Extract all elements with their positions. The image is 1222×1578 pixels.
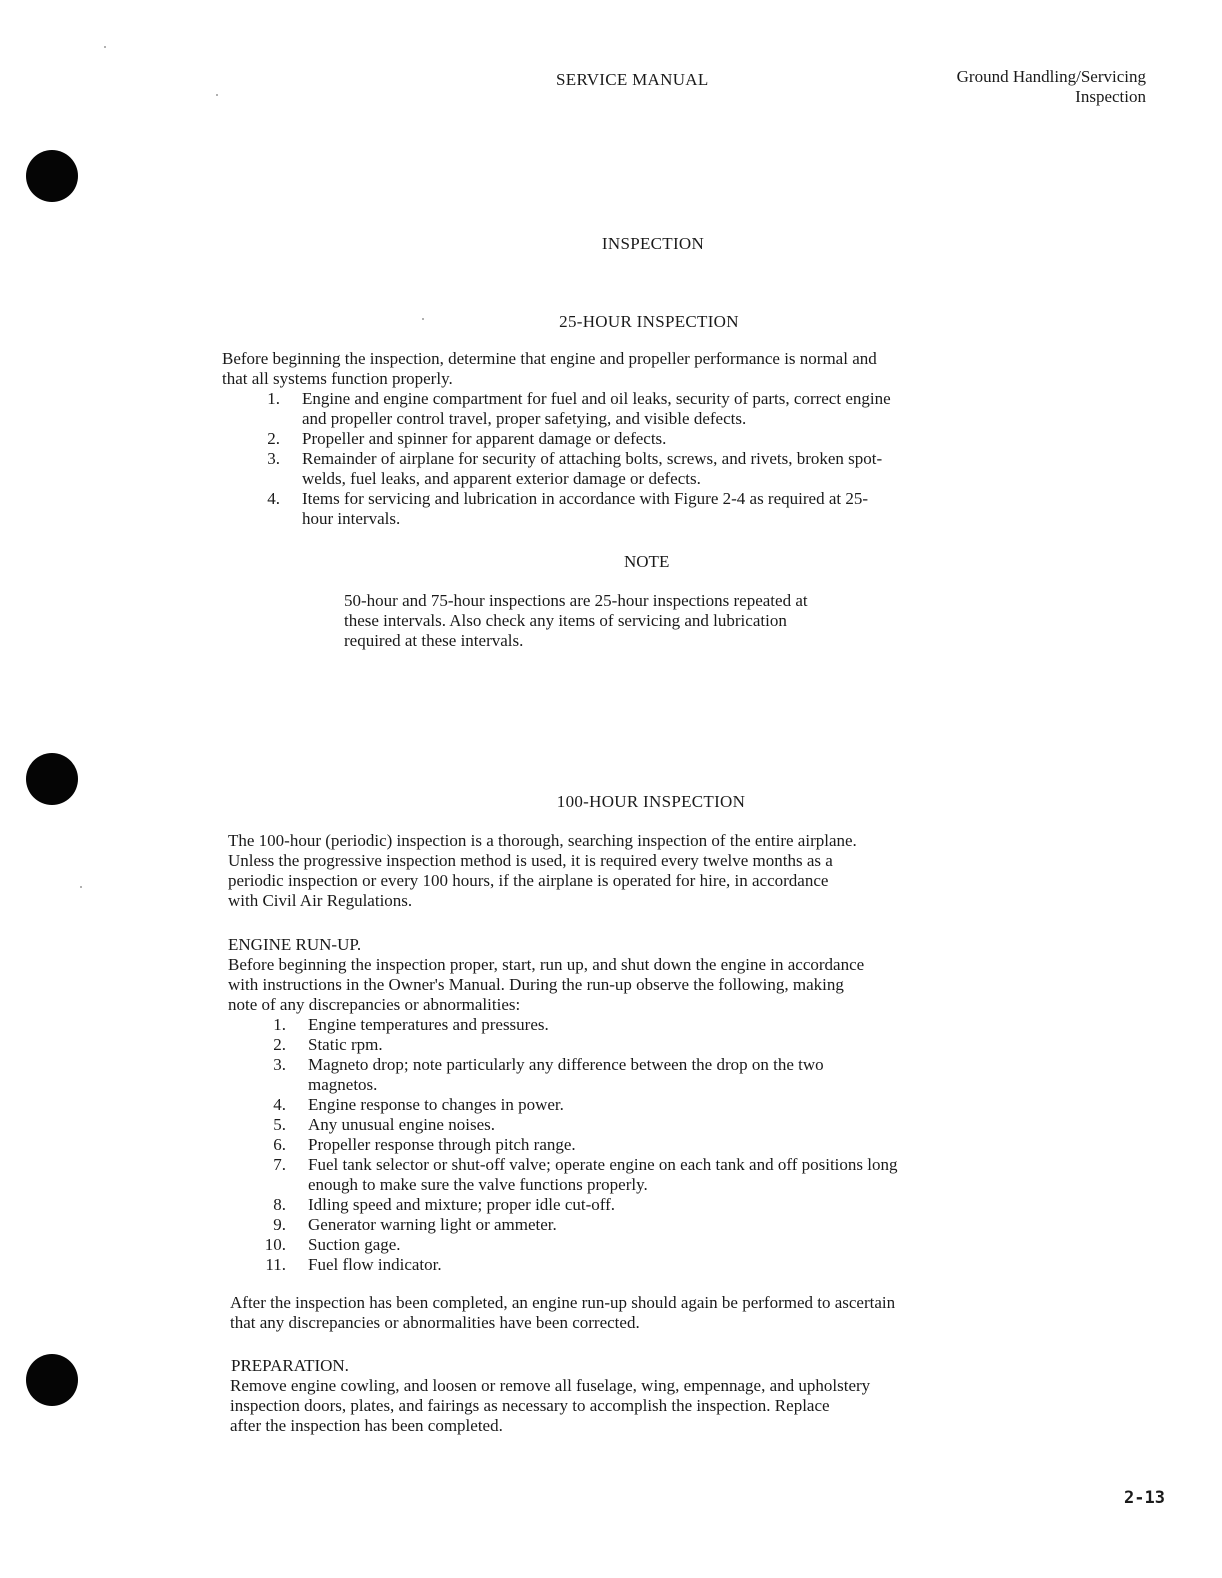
runup-heading: ENGINE RUN-UP.	[228, 935, 362, 954]
list-item-line: Propeller response through pitch range.	[308, 1135, 576, 1154]
list-item-line: Static rpm.	[308, 1035, 383, 1054]
list-item-line: Engine response to changes in power.	[308, 1095, 564, 1114]
list-item-number: 10.	[264, 1235, 286, 1254]
note-line: required at these intervals.	[344, 631, 524, 650]
note-body	[344, 591, 1024, 651]
section-100-intro	[228, 831, 1108, 911]
list-item	[228, 1215, 1128, 1235]
list-item-line: Remainder of airplane for security of attaching bolts, screws, and rivets, broken spot-	[302, 449, 883, 468]
list-item	[222, 429, 1122, 449]
list-item-number: 1.	[273, 1015, 286, 1034]
list-item-line: Propeller and spinner for apparent damage or defects.	[302, 429, 667, 448]
list-item	[228, 1055, 1128, 1095]
preparation-paragraph	[230, 1376, 1130, 1436]
runup-line: with instructions in the Owner's Manual. During the run-up observe the following, making	[228, 975, 844, 994]
header-section	[957, 67, 1146, 107]
prep-line: after the inspection has been completed.	[230, 1416, 503, 1435]
after-line: After the inspection has been completed, an engine run-up should again be performed to ascertain	[230, 1293, 896, 1312]
preparation-heading: PREPARATION.	[231, 1356, 349, 1375]
list-item	[228, 1095, 1128, 1115]
list-item-line: Fuel flow indicator.	[308, 1255, 442, 1274]
intro-line: periodic inspection or every 100 hours, if the airplane is operated for hire, in accordance	[228, 871, 829, 890]
section-25-list	[222, 389, 1122, 529]
list-item	[228, 1255, 1128, 1275]
scan-speck	[216, 94, 218, 96]
intro-line: Unless the progressive inspection method is used, it is required every twelve months as a	[228, 851, 833, 870]
list-item-number: 1.	[267, 389, 280, 408]
list-item	[222, 489, 1122, 529]
runup-intro	[228, 955, 1108, 1015]
intro-line: that all systems function properly.	[222, 369, 453, 388]
prep-line: Remove engine cowling, and loosen or remove all fuselage, wing, empennage, and upholstery	[230, 1376, 871, 1395]
note-line: these intervals. Also check any items of servicing and lubrication	[344, 611, 787, 630]
list-item-line: Suction gage.	[308, 1235, 401, 1254]
list-item-line: Items for servicing and lubrication in accordance with Figure 2-4 as required at 25-	[302, 489, 868, 508]
list-item-number: 4.	[267, 489, 280, 508]
runup-list	[228, 1015, 1128, 1275]
list-item-line: Engine temperatures and pressures.	[308, 1015, 549, 1034]
note-heading: NOTE	[624, 552, 670, 571]
runup-line: Before beginning the inspection proper, start, run up, and shut down the engine in accordance	[228, 955, 865, 974]
header-section-line2: Inspection	[1075, 87, 1146, 106]
after-runup-paragraph	[230, 1293, 1130, 1333]
list-item-number: 9.	[273, 1215, 286, 1234]
list-item-line: hour intervals.	[302, 509, 401, 528]
list-item-number: 2.	[273, 1035, 286, 1054]
list-item-line: and propeller control travel, proper safetying, and visible defects.	[302, 409, 747, 428]
after-line: that any discrepancies or abnormalities have been corrected.	[230, 1313, 640, 1332]
page-number: 2-13	[1124, 1488, 1165, 1508]
list-item-number: 3.	[273, 1055, 286, 1074]
list-item	[222, 449, 1122, 489]
section-100-heading: 100-HOUR INSPECTION	[556, 792, 746, 811]
list-item-number: 6.	[273, 1135, 286, 1154]
header-manual-title: SERVICE MANUAL	[556, 70, 709, 89]
punch-hole-top	[26, 150, 78, 202]
scan-speck	[80, 886, 82, 888]
intro-line: Before beginning the inspection, determine that engine and propeller performance is normal and	[222, 349, 877, 368]
list-item-line: enough to make sure the valve functions properly.	[308, 1175, 648, 1194]
list-item-number: 3.	[267, 449, 280, 468]
section-25-heading: 25-HOUR INSPECTION	[559, 312, 739, 331]
list-item	[228, 1115, 1128, 1135]
prep-line: inspection doors, plates, and fairings as necessary to accomplish the inspection. Replace	[230, 1396, 830, 1415]
list-item-number: 2.	[267, 429, 280, 448]
page-title: INSPECTION	[601, 234, 705, 253]
intro-line: with Civil Air Regulations.	[228, 891, 413, 910]
note-line: 50-hour and 75-hour inspections are 25-hour inspections repeated at	[344, 591, 808, 610]
list-item-line: Engine and engine compartment for fuel and oil leaks, security of parts, correct engine	[302, 389, 891, 408]
list-item	[228, 1195, 1128, 1215]
list-item-line: Generator warning light or ammeter.	[308, 1215, 557, 1234]
list-item-number: 4.	[273, 1095, 286, 1114]
list-item-number: 11.	[265, 1255, 286, 1274]
list-item	[228, 1035, 1128, 1055]
list-item-number: 8.	[273, 1195, 286, 1214]
list-item	[222, 389, 1122, 429]
header-section-line1: Ground Handling/Servicing	[956, 67, 1146, 86]
list-item-number: 7.	[273, 1155, 286, 1174]
section-25-intro	[222, 349, 1102, 389]
intro-line: The 100-hour (periodic) inspection is a thorough, searching inspection of the entire airplane.	[228, 831, 857, 850]
list-item	[228, 1015, 1128, 1035]
list-item	[228, 1235, 1128, 1255]
scan-speck	[104, 46, 106, 48]
punch-hole-bottom	[26, 1354, 78, 1406]
list-item-line: Any unusual engine noises.	[308, 1115, 495, 1134]
list-item-line: Fuel tank selector or shut-off valve; operate engine on each tank and off positions long	[308, 1155, 898, 1174]
list-item-line: welds, fuel leaks, and apparent exterior damage or defects.	[302, 469, 701, 488]
list-item	[228, 1155, 1128, 1195]
list-item-line: Idling speed and mixture; proper idle cut-off.	[308, 1195, 616, 1214]
list-item-number: 5.	[273, 1115, 286, 1134]
list-item-line: Magneto drop; note particularly any difference between the drop on the two	[308, 1055, 824, 1074]
list-item-line: magnetos.	[308, 1075, 378, 1094]
list-item	[228, 1135, 1128, 1155]
runup-line: note of any discrepancies or abnormalities:	[228, 995, 521, 1014]
